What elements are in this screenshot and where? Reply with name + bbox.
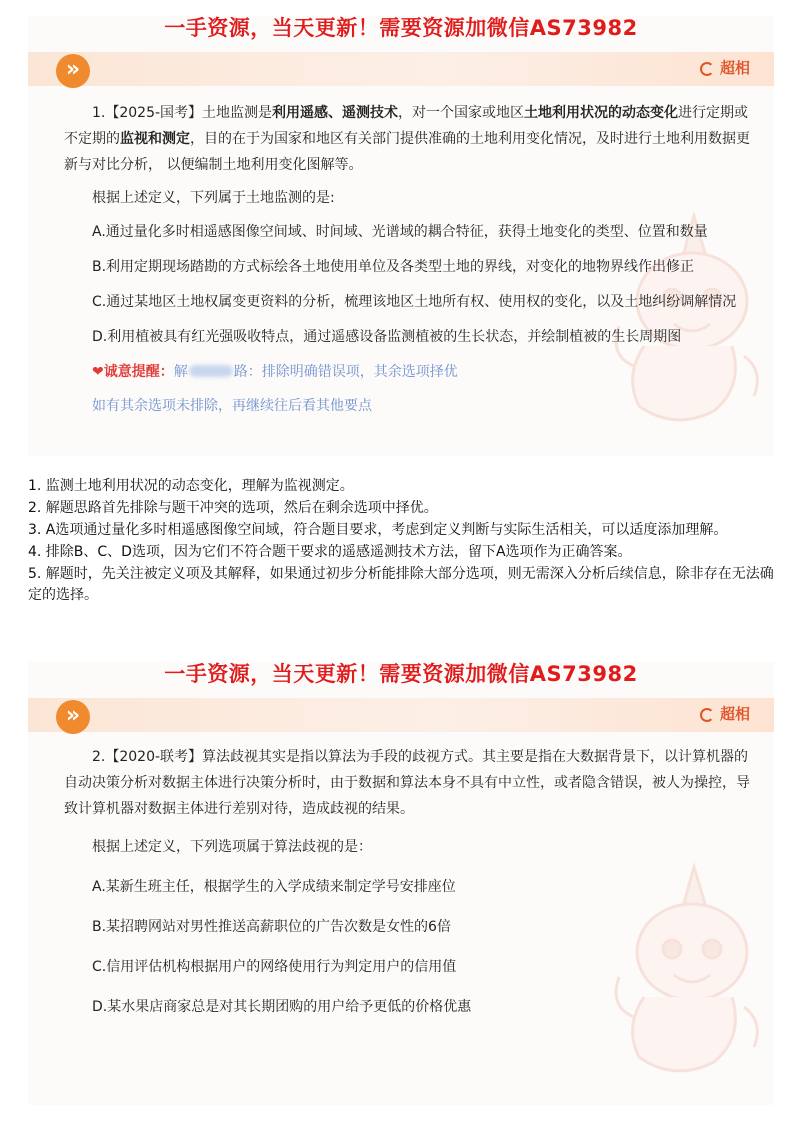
header-bar: [28, 52, 774, 86]
double-chevron-right-icon: »: [56, 700, 90, 734]
question-key-term: 监视和测定: [120, 131, 190, 147]
tip-line-2: 如有其余选项未排除，再继续往后看其他要点: [92, 398, 372, 414]
option-c: C.信用评估机构根据用户的网络使用行为判定用户的信用值: [92, 959, 457, 975]
option-d: D.某水果店商家总是对其长期团购的用户给予更低的价格优惠: [92, 999, 472, 1015]
question-text: 1.【2025-国考】土地监测是: [92, 105, 273, 121]
question-prompt: 根据上述定义，下列选项属于算法歧视的是：: [92, 839, 372, 855]
blurred-text: [189, 365, 233, 377]
analysis-notes: [28, 476, 774, 607]
promo-banner: 一手资源，当天更新！需要资源加微信AS73982: [164, 662, 638, 686]
question-stem: [64, 100, 754, 178]
note-item: 5. 解题时，先关注被定义项及其解释，如果通过初步分析能排除大部分选项，则无需深入分析后续信息，除非存在无法确定的选择。: [28, 566, 774, 603]
promo-banner: 一手资源，当天更新！需要资源加微信AS73982: [164, 16, 638, 40]
option-b: B.某招聘网站对男性推送高薪职位的广告次数是女性的6倍: [92, 919, 451, 935]
brand-g-icon: [700, 62, 714, 76]
note-item: 2. 解题思路首先排除与题干冲突的选项，然后在剩余选项中择优。: [28, 500, 438, 516]
note-item: 1. 监测土地利用状况的动态变化，理解为监视测定。: [28, 478, 354, 494]
option-c: C.通过某地区土地权属变更资料的分析，梳理该地区土地所有权、使用权的变化，以及土地纠纷调解情况: [92, 294, 737, 310]
brand-name: 超相: [719, 59, 750, 77]
option-d: D.利用植被具有红光强吸收特点，通过遥感设备监测植被的生长状态，并绘制植被的生长周期图: [92, 329, 682, 345]
tip-text: 路：排除明确错误项，其余选项择优: [233, 364, 458, 380]
question-key-term: 土地利用状况的动态变化: [524, 105, 679, 121]
tip-text: 解: [173, 364, 188, 380]
header-bar: [28, 698, 774, 732]
note-item: 4. 排除B、C、D选项，因为它们不符合题干要求的遥感遥测技术方法，留下A选项作为正确答案。: [28, 544, 632, 560]
question-card-1: [28, 16, 774, 456]
question-prompt: 根据上述定义，下列属于土地监测的是:: [92, 190, 335, 206]
brand-name: 超相: [719, 705, 750, 723]
question-body: [64, 744, 754, 1034]
question-text: ，目的在于为国家和地区有关部门提供准确的土地利用变化情况，及时进行土地利用数据更新与对比分析， 以便编制土地利用变化图解等。: [64, 131, 750, 173]
question-text: 进行定期或不定期的: [64, 105, 749, 147]
tip-title: 诚意提醒：: [103, 364, 174, 380]
question-stem: 2.【2020-联考】算法歧视其实是指以算法为手段的歧视方式。其主要是指在大数据背景下，以计算机器的自动决策分析对数据主体进行决策分析时，由于数据和算法本身不具有中立性，或者隐含错误，被人为操控，导致计算机器对数据主体进行差别对待，造成歧视的结果。: [64, 749, 750, 817]
brand-g-icon: [700, 708, 714, 722]
tip-line-1: [64, 359, 754, 385]
option-a: A.通过量化多时相遥感图像空间域、时间域、光谱域的耦合特征，获得土地变化的类型、位置和数量: [92, 224, 708, 240]
note-item: 3. A选项通过量化多时相遥感图像空间域，符合题目要求，考虑到定义判断与实际生活相关，可以适度添加理解。: [28, 522, 728, 538]
option-a: A.某新生班主任，根据学生的入学成绩来制定学号安排座位: [92, 879, 456, 895]
brand-logo: [700, 58, 750, 78]
question-key-term: 利用遥感、遥测技术: [272, 105, 399, 121]
question-card-2: [28, 662, 774, 1105]
question-text: ，对一个国家或地区: [398, 105, 525, 121]
question-body: [64, 100, 754, 427]
double-chevron-right-icon: »: [56, 54, 90, 88]
heart-icon: ❤: [92, 364, 104, 380]
brand-logo: [700, 704, 750, 724]
option-b: B.利用定期现场踏勘的方式标绘各土地使用单位及各类型土地的界线，对变化的地物界线作出修正: [92, 259, 695, 275]
